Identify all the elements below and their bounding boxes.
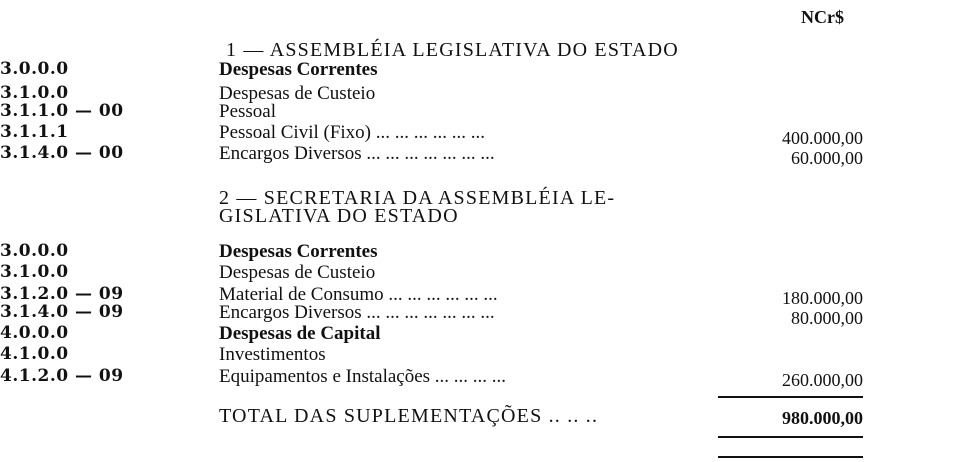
budget-description: Material de Consumo ... ... ... ... ... ... [219,284,498,305]
budget-description: Pessoal [219,101,276,122]
budget-value: 60.000,00 [791,148,863,168]
total-value: 980.000,00 [782,408,863,428]
total-rule-bottom [718,456,863,458]
budget-value: 80.000,00 [791,308,863,328]
budget-code: 3.0.0.0 [0,59,69,79]
budget-code: 3.1.2.0 — 09 [0,284,124,304]
budget-code: 4.1.2.0 — 09 [0,366,124,386]
budget-value: 180.000,00 [782,288,863,308]
budget-value: 400.000,00 [782,128,863,148]
subtotal-rule [718,396,863,398]
budget-code: 3.1.0.0 [0,262,69,282]
currency-label: NCr$ [801,7,844,27]
budget-code: 3.1.4.0 — 09 [0,302,124,322]
budget-description: Equipamentos e Instalações ... ... ... ... [219,366,507,387]
budget-code: 4.1.0.0 [0,344,69,364]
total-rule-top [718,436,863,438]
budget-code: 3.0.0.0 [0,241,69,261]
section-2-title-line-2: GISLATIVA DO ESTADO [219,205,459,227]
budget-code: 3.1.4.0 — 00 [0,143,124,163]
total-label: TOTAL DAS SUPLEMENTAÇÕES .. .. .. [219,405,599,427]
budget-description: Encargos Diversos ... ... ... ... ... ... ... [219,302,495,323]
budget-description: Despesas de Custeio [219,83,376,104]
budget-code: 4.0.0.0 [0,323,69,343]
budget-value: 260.000,00 [782,370,863,390]
budget-code: 3.1.0.0 [0,83,69,103]
budget-code: 3.1.1.0 — 00 [0,101,124,121]
budget-description: Pessoal Civil (Fixo) ... ... ... ... ... ... [219,122,486,143]
budget-description: Despesas de Custeio [219,262,376,283]
budget-description: Investimentos [219,344,326,365]
section-1-title: 1 — ASSEMBLÉIA LEGISLATIVA DO ESTADO [226,39,679,61]
budget-description: Despesas Correntes [219,241,378,262]
budget-description: Despesas de Capital [219,323,381,344]
budget-description: Encargos Diversos ... ... ... ... ... ... ... [219,143,495,164]
budget-code: 3.1.1.1 [0,122,69,142]
budget-description: Despesas Correntes [219,59,378,80]
section-2-title-line-1: 2 — SECRETARIA DA ASSEMBLÉIA LE- [219,187,616,209]
